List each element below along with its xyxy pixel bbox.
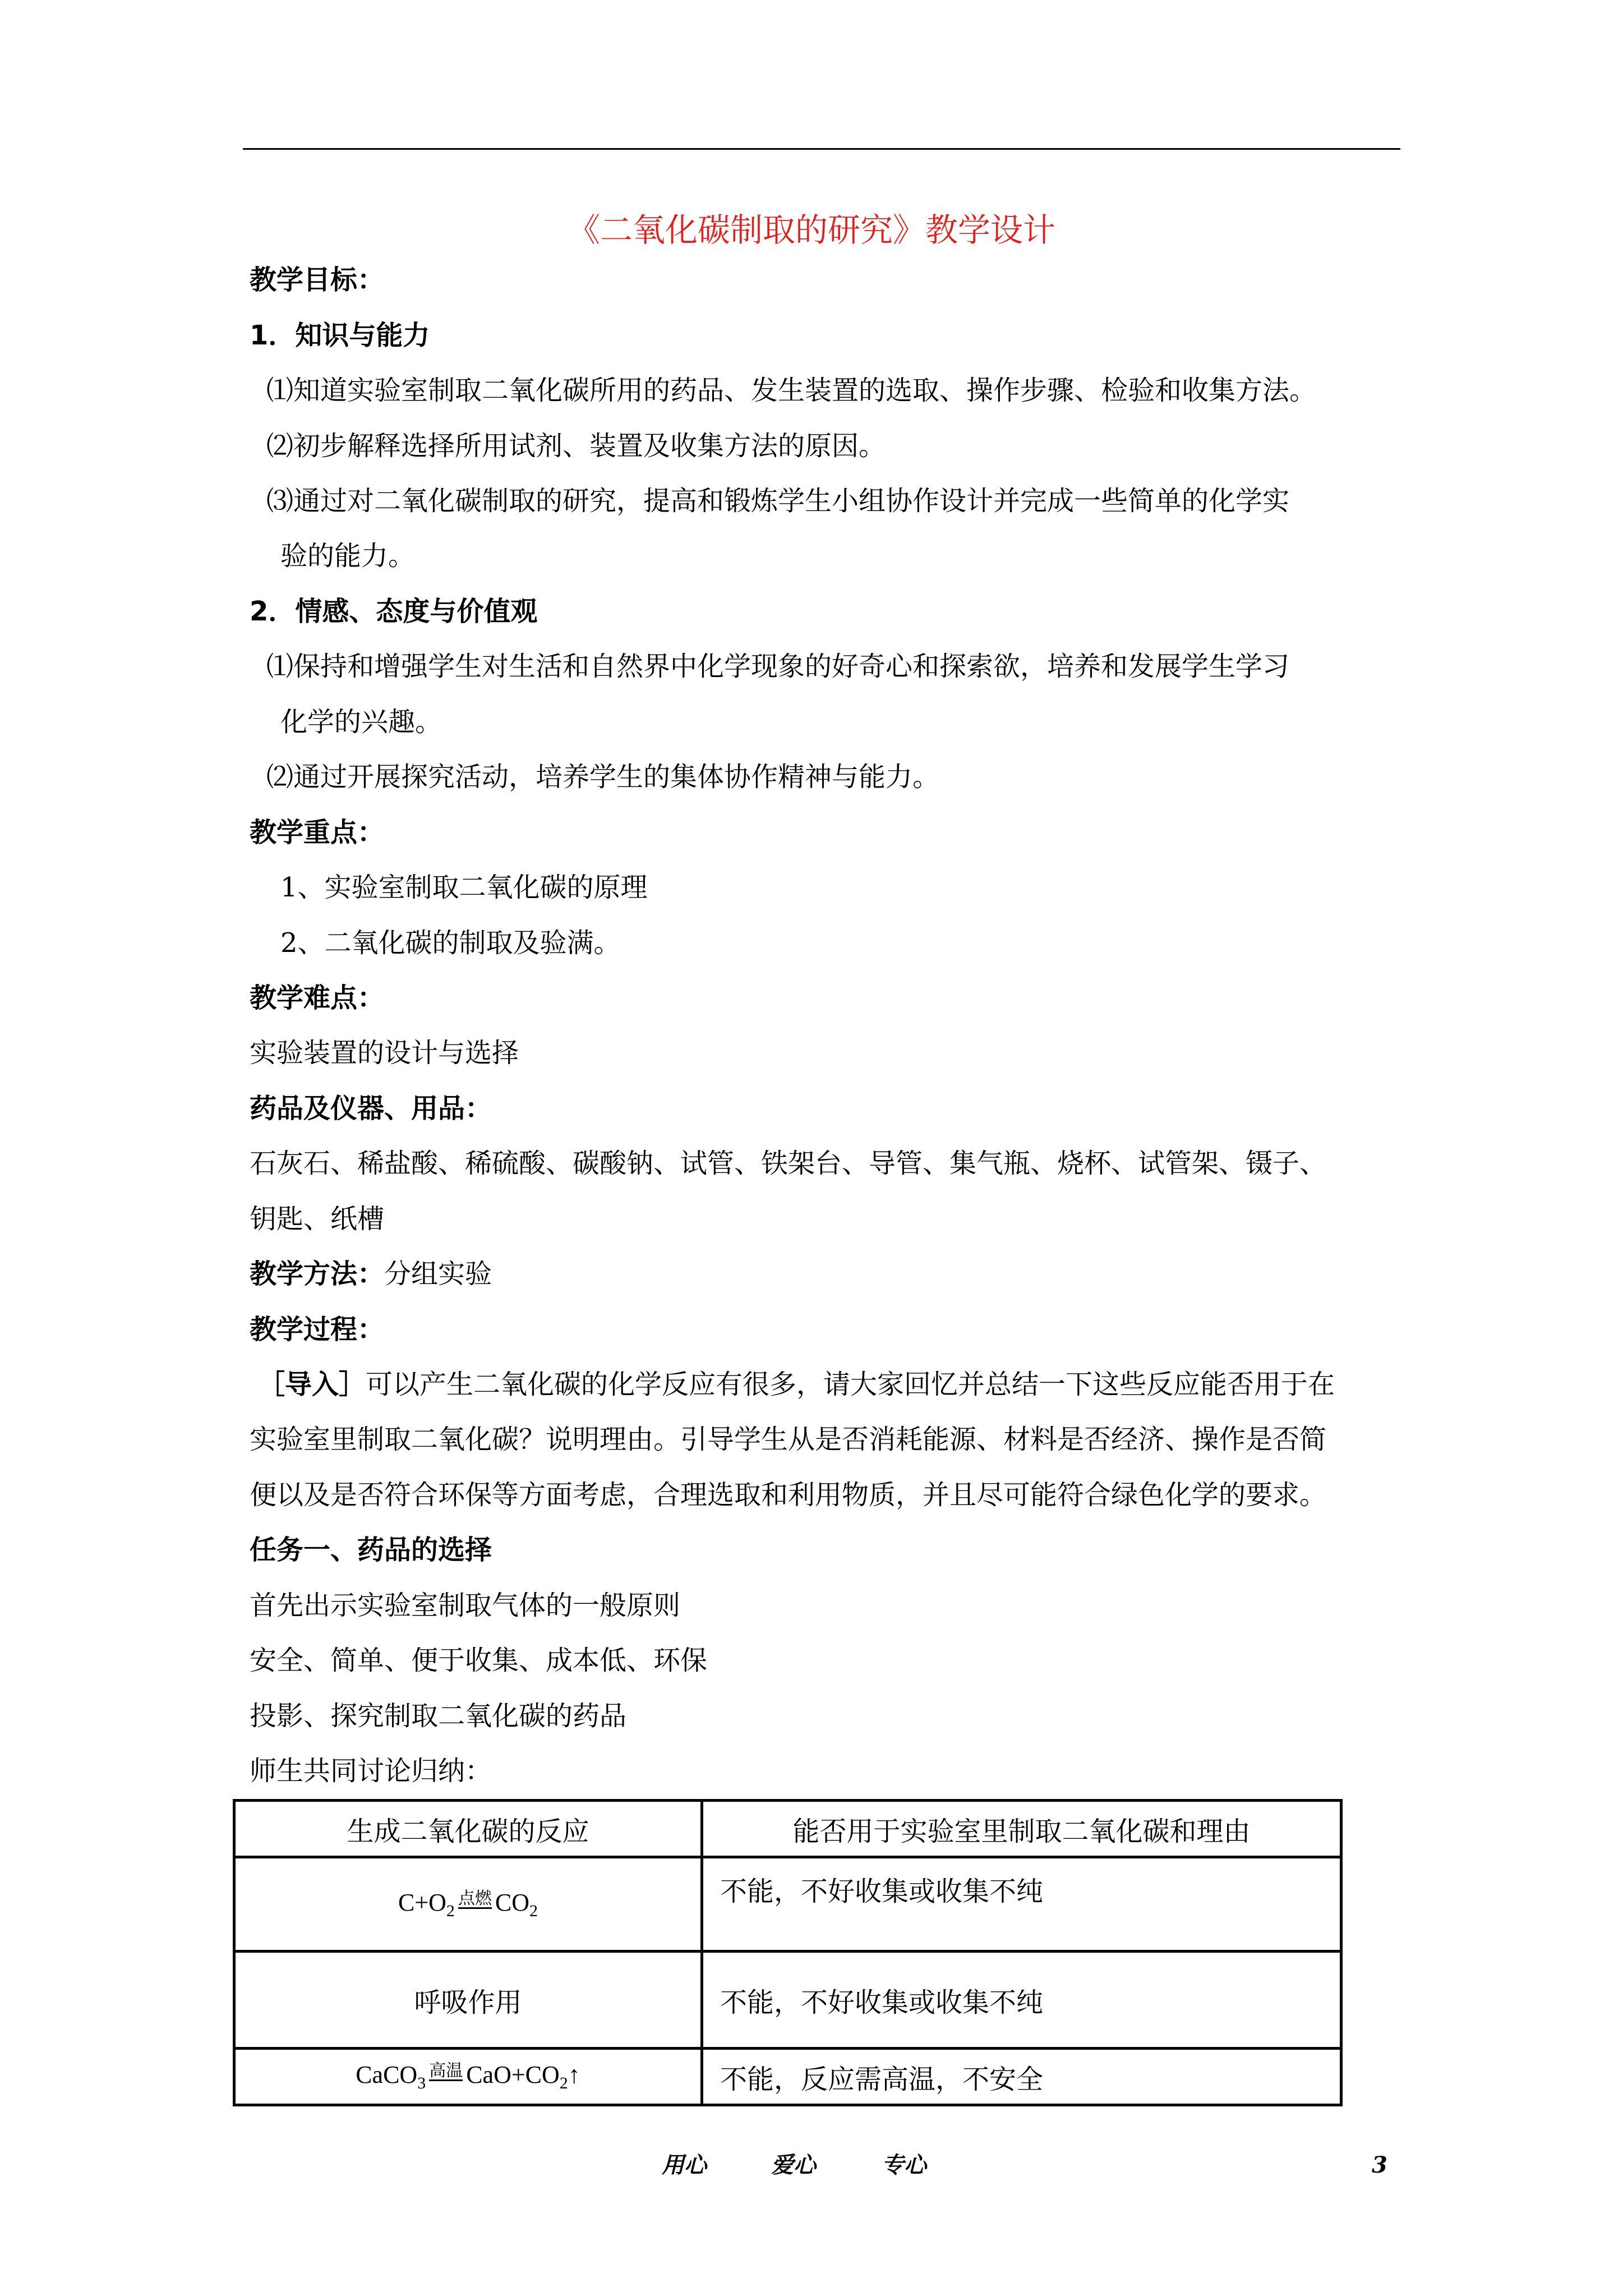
process-heading: 教学过程：	[250, 1314, 385, 1345]
intro-tag: ［导入］	[258, 1369, 366, 1400]
intro-text-1: 可以产生二氧化碳的化学反应有很多，请大家回忆并总结一下这些反应能否用于在	[366, 1369, 1335, 1400]
reaction-cell: CaCO$_3$高温 $CaO+CO_2↑$	[234, 2049, 702, 2105]
reaction-condition: 点燃	[458, 1889, 492, 1908]
intro-line-3: 便以及是否符合环保等方面考虑，合理选取和利用物质，并且尽可能符合绿色化学的要求。	[250, 1479, 1327, 1511]
table-row	[234, 1952, 1341, 2049]
table-header-row	[234, 1801, 1341, 1857]
section1-heading: 1．知识与能力	[250, 320, 430, 351]
materials-heading: 药品及仪器、用品：	[250, 1093, 492, 1124]
task1-line-4: 师生共同讨论归纳：	[250, 1755, 492, 1787]
s1-item2: ⑵初步解释选择所用试剂、装置及收集方法的原因。	[266, 430, 886, 462]
method-row	[250, 1257, 492, 1291]
task1-heading: 任务一、药品的选择	[250, 1534, 492, 1566]
section2-heading: 2．情感、态度与价值观	[250, 596, 538, 627]
materials-line-1: 石灰石、稀盐酸、稀硫酸、碳酸钠、试管、铁架台、导管、集气瓶、烧杯、试管架、镊子、	[250, 1148, 1327, 1179]
reason-cell: 不能，不好收集或收集不纯	[702, 1952, 1341, 2049]
reaction-table	[233, 1799, 1343, 2106]
reaction-cell: $C+O_2$点燃 $CO_2$	[234, 1857, 702, 1952]
table-row	[234, 2049, 1341, 2105]
s2-item1-line1: ⑴保持和增强学生对生活和自然界中化学现象的好奇心和探索欲，培养和发展学生学习	[266, 651, 1290, 682]
footer-word-3: 专心	[882, 2152, 926, 2178]
table-row	[234, 1857, 1341, 1952]
task1-line-2: 安全、简单、便于收集、成本低、环保	[250, 1645, 708, 1676]
reaction-cell: 呼吸作用	[234, 1952, 702, 2049]
header-rule	[243, 148, 1400, 150]
method-text: 分组实验	[384, 1258, 492, 1290]
task1-line-3: 投影、探究制取二氧化碳的药品	[250, 1700, 627, 1732]
key-point-1: 1、实验室制取二氧化碳的原理	[280, 872, 648, 903]
intro-line-1	[258, 1367, 1335, 1402]
gas-arrow-icon: ↑	[568, 2061, 580, 2089]
page-title: 《二氧化碳制取的研究》教学设计	[567, 211, 1055, 249]
reason-cell: 不能，不好收集或收集不纯	[702, 1857, 1341, 1952]
intro-line-2: 实验室里制取二氧化碳？说明理由。引导学生从是否消耗能源、材料是否经济、操作是否简	[250, 1424, 1327, 1455]
reason-cell: 不能，反应需高温，不安全	[702, 2049, 1341, 2105]
s2-item1-line2: 化学的兴趣。	[280, 706, 442, 738]
page-number: 3	[1372, 2152, 1387, 2178]
table-header-reason: 能否用于实验室里制取二氧化碳和理由	[702, 1801, 1341, 1857]
key-points-heading: 教学重点：	[250, 817, 385, 848]
table-header-reaction: 生成二氧化碳的反应	[234, 1801, 702, 1857]
method-heading: 教学方法：	[250, 1258, 385, 1290]
s1-item1: ⑴知道实验室制取二氧化碳所用的药品、发生装置的选取、操作步骤、检验和收集方法。	[266, 375, 1317, 406]
objectives-heading: 教学目标：	[250, 264, 385, 296]
footer-word-1: 用心	[662, 2152, 707, 2178]
reaction-condition: 高温	[429, 2062, 463, 2081]
task1-line-1: 首先出示实验室制取气体的一般原则	[250, 1590, 681, 1621]
s1-item3-line2: 验的能力。	[280, 540, 416, 572]
difficulty-text: 实验装置的设计与选择	[250, 1037, 519, 1069]
s2-item2: ⑵通过开展探究活动，培养学生的集体协作精神与能力。	[266, 761, 940, 793]
materials-line-2: 钥匙、纸槽	[250, 1203, 385, 1235]
s1-item3-line1: ⑶通过对二氧化碳制取的研究，提高和锻炼学生小组协作设计并完成一些简单的化学实	[266, 485, 1290, 517]
difficulty-heading: 教学难点：	[250, 982, 385, 1014]
footer-word-2: 爱心	[771, 2152, 816, 2178]
key-point-2: 2、二氧化碳的制取及验满。	[280, 927, 621, 959]
